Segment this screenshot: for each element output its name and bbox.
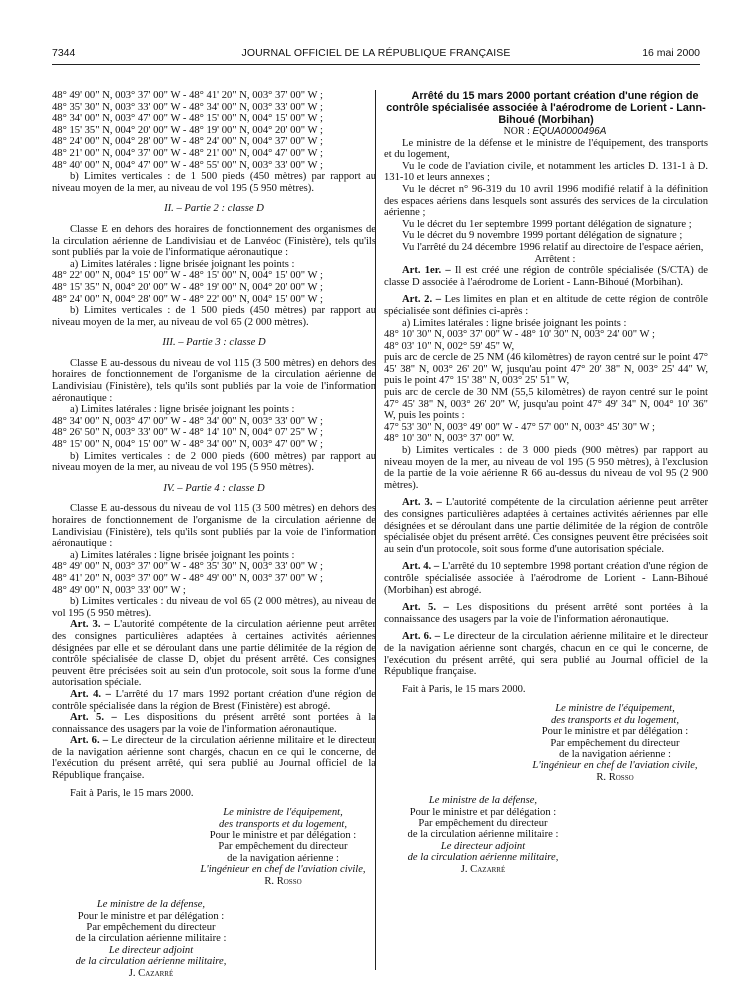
left-column [52,90,376,979]
lateral-limits: a) Limites latérales : ligne brisée joignant les points : [70,404,295,416]
page-number: 7344 [52,47,76,59]
coord-line: 48° 40' 00" N, 004° 47' 00" W - 48° 55' 00" N, 003° 33' 00" W ; [52,159,323,171]
lateral-limits: a) Limites latérales : ligne brisée joignant les points : [402,317,627,329]
article-5: Art. 5. – Les dispositions du présent arrêté sont portées à la connaissance des usagers par la voie de l'information aéronautique. [384,602,709,625]
coord-line: 48° 49' 00" N, 003° 33' 00" W ; [52,584,186,596]
coord-line: 48° 15' 35" N, 004° 20' 00" W - 48° 19' 00" N, 004° 20' 00" W ; [52,281,323,293]
signature-block-equipment: Le ministre de l'équipement, des transports et du logement, Pour le ministre et par délégation : Par empêchement du directeur de la navigation aérienne : L'ingénieur en chef de l'aviation civile, R. Rosso [532,703,698,783]
paragraph: Classe E au-dessous du niveau de vol 115 (3 500 mètres) en dehors des horaires de fonctionnement de l'organisme de la circulation aérienne de Landivisiau (Finistère), tels qu'ils sont publiés par la voie de l'information aéronautique : [52,503,376,550]
page-header [52,47,700,65]
arretent-heading: Arrêtent : [534,253,576,265]
signature-block-defense: Le ministre de la défense, Pour le ministre et par délégation : Par empêchement du directeur de la circulation aérienne militaire : Le directeur adjoint de la circulation aérienne militaire, J. Cazarré [75,899,227,979]
paragraph: Classe E en dehors des horaires de fonctionnement des organismes de la circulation aérienne de Landivisiau et de Lanvéoc (Finistère), tels qu'ils sont publiés par la voie de l'informatique aéronautique : [52,223,376,259]
lateral-limits: a) Limites latérales : ligne brisée joignant les points : [70,549,295,561]
article-3: Art. 3. – L'autorité compétente de la circulation aérienne peut arrêter des consignes particulières adaptées à certaines activités aériennes désignées par elle et se déroulant dans une partie délimitée de la région de contrôle spécialisée de classe D, objet du présent arrêté. Ces consignes peuvent être précisées soit au sein d'un protocole, soit sous la forme d'une autorisation spéciale. [52,619,376,689]
article-label: Art. 6. – [402,631,441,643]
article-label: Art. 3. – [402,497,442,509]
vertical-limits: b) Limites verticales : du niveau de vol 65 (2 000 mètres), au niveau de vol 195 (5 950 mètres). [52,596,376,619]
preamble-line: Vu l'arrêté du 24 décembre 1996 relatif au directoire de l'espace aérien, [402,241,704,253]
issue-date: 16 mai 2000 [642,47,700,59]
coord-line: 48° 49' 00" N, 003° 37' 00" W - 48° 35' 30" N, 003° 33' 00" W ; [52,561,323,573]
article-6: Art. 6. – Le directeur de la circulation aérienne militaire et le directeur de la navigation aérienne sont chargés, chacun en ce qui le concerne, de l'exécution du présent arrêté, qui sera publié au Journal officiel de la République française. [384,631,708,678]
article-3: Art. 3. – L'autorité compétente de la circulation aérienne peut arrêter des consignes particulières adaptées à certaines activités aériennes par elle désignées et se déroulant dans une partie délimitée de la région de contrôle spécialisée objet du présent arrêté. Ces consignes peuvent être précisées soit au sein d'un protocole, soit sous forme d'une autorisation spéciale. [384,497,708,555]
vertical-limits: b) Limites verticales : de 2 000 pieds (600 mètres) par rapport au niveau moyen de la mer, au niveau de vol 195 (5 950 mètres). [52,450,376,474]
right-column [384,90,708,875]
vertical-limits: b) Limites verticales : de 1 500 pieds (450 mètres) par rapport au niveau moyen de la mer, au niveau de vol 65 (2 000 mètres). [52,305,376,328]
article-2: Art. 2. – Les limites en plan et en altitude de cette région de contrôle spécialisée sont définies ci-après : [384,294,708,317]
signature-block-defense: Le ministre de la défense, Pour le ministre et par délégation : Par empêchement du directeur de la circulation aérienne militaire : Le directeur adjoint de la circulation aérienne militaire, J. Cazarré [407,795,559,875]
coord-line: 48° 35' 30" N, 003° 33' 00" W - 48° 34' 00" N, 003° 33' 00" W ; [52,101,323,113]
coord-line: 48° 15' 00" N, 004° 15' 00" W - 48° 34' 00" N, 003° 47' 00" W ; [52,439,323,451]
coord-line: 48° 26' 50" N, 003° 33' 00" W - 48° 14' 10" N, 004° 07' 25" W ; [52,427,323,439]
decree-title: Arrêté du 15 mars 2000 portant création d'une région de contrôle spécialisée associée à l'aérodrome de Lorient - Lann-Bihoué (Morbihan) [386,90,706,126]
article-4: Art. 4. – L'arrêté du 17 mars 1992 portant création d'une région de contrôle spécialisée dans la région de Brest (Finistère) est abrogé. [52,688,376,712]
coord-line: 48° 34' 00" N, 003° 47' 00" W - 48° 34' 00" N, 003° 33' 00" W ; [52,415,323,427]
preamble-line: Vu le décret du 9 novembre 1999 portant délégation de signature ; [402,230,683,242]
coord-line: 48° 24' 00" N, 004° 28' 00" W - 48° 22' 00" N, 004° 15' 00" W ; [52,293,323,305]
coord-line: 48° 41' 20" N, 003° 37' 00" W - 48° 49' 00" N, 003° 37' 00" W ; [52,572,323,584]
coord-line: 48° 15' 35" N, 004° 20' 00" W - 48° 19' 00" N, 004° 20' 00" W ; [52,124,323,136]
article-label: Art. 4. – [402,561,440,573]
lateral-limits: a) Limites latérales : ligne brisée joignant les points : [70,258,295,270]
section-heading: II. – Partie 2 : classe D [164,203,264,215]
article-label: Art. 2. – [402,294,442,306]
top-coords [52,90,376,171]
coord-line: 48° 24' 00" N, 004° 28' 00" W - 48° 24' 00" N, 004° 37' 00" W ; [52,136,323,148]
coord-line: 48° 03' 10" N, 002° 59' 45" W, [384,340,515,352]
article-label: Art. 3. – [70,619,110,631]
coord-line: 48° 21' 00" N, 004° 37' 00" W - 48° 21' 00" N, 004° 47' 00" W ; [52,147,323,159]
vertical-limits: b) Limites verticales : de 1 500 pieds (450 mètres) par rapport au niveau moyen de la mer, au niveau de vol 195 (5 950 mètres). [52,171,376,194]
coord-line: 47° 53' 30" N, 003° 49' 00" W - 47° 57' 00" N, 003° 45' 30" W ; [384,421,655,433]
preamble-line: Vu le décret n° 96-319 du 10 avril 1996 modifié relatif à la définition des espaces aériens dans lesquels sont assurés des services de la circulation aérienne ; [384,183,708,219]
nor-reference: NOR : EQUA0000496A [503,126,607,137]
article-label: Art. 4. – [70,688,111,700]
vertical-limits: b) Limites verticales : de 3 000 pieds (900 mètres) par rapport au niveau moyen de la mer, au niveau de vol 195 (5 950 mètres), à l'exclusion de la partie de la voie aérienne R 66 au-dessus du niveau de vol 95 (2 900 mètres). [384,445,708,491]
section-heading: IV. – Partie 4 : classe D [163,482,265,494]
article-5: Art. 5. – Les dispositions du présent arrêté sont portées à la connaissance des usagers par la voie de l'information aéronautique. [52,712,377,735]
article-1: Art. 1er. – Il est créé une région de contrôle spécialisée (S/CTA) de classe D associée à l'aérodrome de Lorient - Lann-Bihoué (Morbihan). [384,265,709,288]
article-label: Art. 1er. – [402,265,451,277]
coord-line: 48° 22' 00" N, 004° 15' 00" W - 48° 15' 00" N, 004° 15' 00" W ; [52,270,323,282]
article-4: Art. 4. – L'arrêté du 10 septembre 1998 portant création d'une région de contrôle spécialisée associée à l'aérodrome de Lorient - Lann-Bihoué (Morbihan) est abrogé. [384,561,709,596]
article-label: Art. 5. – [402,602,449,614]
coord-line: 48° 10' 30" N, 003° 37' 00" W. [384,433,515,445]
journal-title: JOURNAL OFFICIEL DE LA RÉPUBLIQUE FRANÇAISE [241,47,511,59]
article-6: Art. 6. – Le directeur de la circulation aérienne militaire et le directeur de la navigation aérienne sont chargés, chacun en ce qui le concerne, de l'exécution du présent arrêté, qui sera publié au Journal officiel de la République française. [52,735,376,782]
preamble-line: Vu le décret du 1er septembre 1999 portant délégation de signature ; [402,218,692,230]
signature-place-date: Fait à Paris, le 15 mars 2000. [70,787,194,799]
coord-line: 48° 34' 00" N, 003° 47' 00" W - 48° 15' 00" N, 004° 15' 00" W ; [52,113,323,125]
coord-line: 48° 49' 00" N, 003° 37' 00" W - 48° 41' 20" N, 003° 37' 00" W ; [52,90,323,101]
paragraph: Classe E au-dessous du niveau de vol 115 (3 500 mètres) en dehors des horaires de fonctionnement de l'organisme de la circulation aérienne de Landivisiau (Finistère), tels qu'ils sont publiés par la voie de l'information aéronautique : [52,357,376,404]
arc-description: puis arc de cercle de 30 NM (55,5 kilomètres) de rayon centré sur le point 47° 45' 38" N, 003° 26' 20" W, jusqu'au point 47° 49' 34" N, 004° 10' 36" W, puis les points : [384,387,708,422]
arc-description: puis arc de cercle de 25 NM (46 kilomètres) de rayon centré sur le point 47° 45' 38" N, 003° 26' 20" W, jusqu'au point 47° 20' 38" N, 003° 25' 44" W, puis le point 47° 15' 38" N, 003° 25' 51" W, [384,352,708,387]
signature-place-date: Fait à Paris, le 15 mars 2000. [402,683,526,695]
preamble-line: Le ministre de la défense et le ministre de l'équipement, des transports et du logement, [384,137,708,161]
preamble-line: Vu le code de l'aviation civile, et notamment les articles D. 131-1 à D. 131-10 et leurs annexes ; [384,160,708,184]
coord-line: 48° 10' 30" N, 003° 37' 00" W - 48° 10' 30" N, 003° 24' 00" W ; [384,329,655,341]
article-label: Art. 5. – [70,712,117,724]
article-label: Art. 6. – [70,735,109,747]
section-heading: III. – Partie 3 : classe D [162,337,266,349]
signature-block-equipment: Le ministre de l'équipement, des transports et du logement, Pour le ministre et par délégation : Par empêchement du directeur de la navigation aérienne : L'ingénieur en chef de l'aviation civile, R. Rosso [200,807,366,887]
